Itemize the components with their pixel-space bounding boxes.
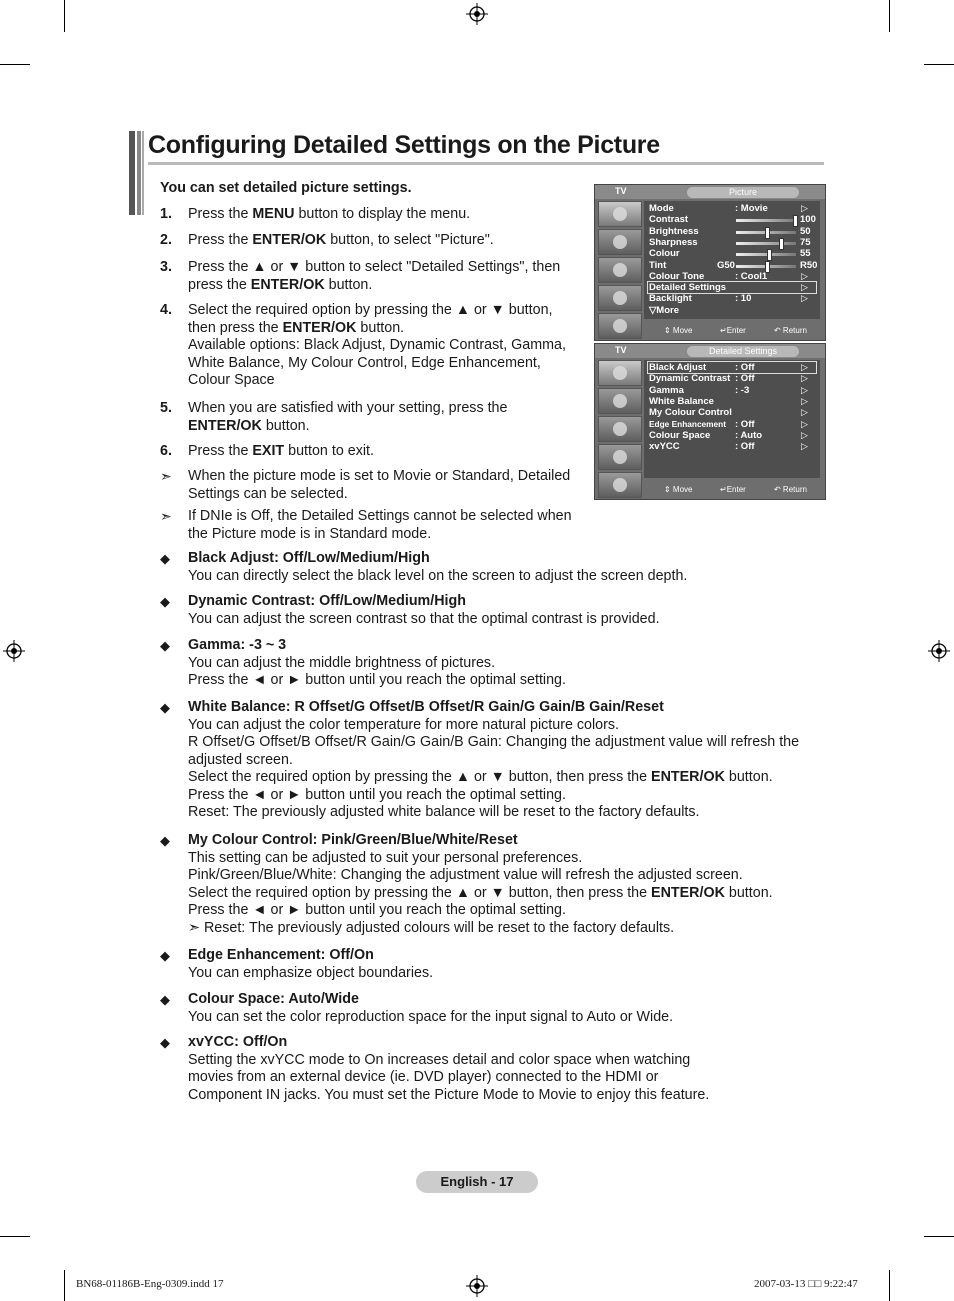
osd-menu-glyph-icon — [613, 235, 627, 249]
osd-menu-glyph-icon — [613, 422, 627, 436]
osd-arrow-icon: ▷ — [801, 384, 808, 395]
section-heading: Black Adjust: Off/Low/Medium/High — [188, 550, 430, 566]
registration-mark-icon — [466, 1275, 488, 1297]
step-text-part: button. — [356, 319, 405, 336]
osd-move-hint: ⇕ Move — [664, 485, 693, 494]
step-number: 2. — [160, 232, 172, 248]
section-line — [188, 885, 828, 903]
section-heading: xvYCC: Off/On — [188, 1034, 288, 1050]
osd-menu-icon — [598, 360, 642, 386]
section-line — [188, 734, 828, 769]
section-text: Pink/Green/Blue/White: Changing the adjustment value will refresh the adjusted screen. — [188, 867, 743, 883]
crop-mark — [889, 1270, 890, 1301]
intro-text: You can set detailed picture settings. — [160, 180, 412, 196]
osd-slider-knob — [765, 227, 770, 239]
osd-return-hint: ↶ Return — [774, 485, 807, 494]
footer-file-info: BN68-01186B-Eng-0309.indd 17 — [76, 1278, 224, 1290]
osd-row-label: Edge Enhancement — [649, 418, 726, 429]
step-text-part: Press the — [188, 232, 253, 248]
osd-arrow-icon: ▷ — [801, 293, 808, 304]
osd-row-value: : 10 — [735, 293, 752, 305]
osd-menu-glyph-icon — [613, 366, 627, 380]
title-rule — [148, 162, 824, 165]
section-block — [188, 947, 828, 982]
step-text — [188, 400, 578, 435]
section-heading: Dynamic Contrast: Off/Low/Medium/High — [188, 593, 467, 609]
step-text-part: button. — [324, 276, 373, 293]
section-line — [188, 672, 828, 690]
section-line — [188, 769, 828, 787]
section-text: Setting the xvYCC mode to On increases detail and color space when watching movies from an external device (ie. DVD player) connected to the HDMI or Component IN jacks. You must set the Picture Mode to Movie to enjoy this feature. — [188, 1051, 710, 1103]
osd-row-label: Colour Tone — [649, 270, 705, 282]
osd-menu-glyph-icon — [613, 263, 627, 277]
osd-row-value: G50 — [717, 259, 735, 271]
bullet-diamond-icon: ◆ — [160, 638, 170, 653]
step-text — [188, 232, 578, 250]
step-number: 5. — [160, 400, 172, 416]
section-block — [188, 637, 828, 690]
osd-arrow-icon: ▷ — [801, 203, 808, 213]
bullet-diamond-icon: ◆ — [160, 1035, 170, 1050]
section-line — [188, 850, 828, 868]
osd-row-label: Backlight — [649, 293, 692, 305]
osd-footer — [644, 484, 820, 496]
osd-row-number: R50 — [800, 259, 818, 271]
section-heading: Edge Enhancement: Off/On — [188, 947, 374, 963]
bullet-diamond-icon: ◆ — [160, 833, 170, 848]
note-text: If DNIe is Off, the Detailed Settings cannot be selected when the Picture mode is in Standard mode. — [188, 508, 572, 542]
osd-row-label: ▽More — [649, 304, 680, 316]
osd-row-value: : Off — [735, 362, 755, 373]
osd-arrow-icon: ▷ — [801, 418, 808, 429]
osd-row-label: Colour — [649, 248, 680, 260]
section-block — [188, 832, 828, 937]
section-line — [188, 717, 828, 735]
section-block — [188, 991, 828, 1026]
osd-detailed-settings-menu — [594, 343, 826, 500]
osd-slider-track — [736, 253, 796, 256]
bullet-diamond-icon: ◆ — [160, 594, 170, 609]
crop-mark — [0, 64, 30, 65]
section-heading: My Colour Control: Pink/Green/Blue/White/Reset — [188, 832, 518, 848]
osd-arrow-icon: ▷ — [801, 429, 808, 440]
osd-row-number: 50 — [800, 225, 811, 237]
osd-tab-title: Detailed Settings — [687, 346, 799, 357]
button-name: ENTER/OK — [651, 884, 725, 901]
section-block — [188, 550, 828, 585]
osd-source-label: TV — [615, 186, 627, 196]
osd-row-label: Detailed Settings — [649, 282, 727, 294]
osd-row-value: : Off — [735, 418, 755, 430]
osd-row-label: Contrast — [649, 214, 689, 226]
crop-mark — [924, 1236, 954, 1237]
button-name: ENTER/OK — [252, 232, 327, 248]
osd-return-hint: ↶ Return — [774, 326, 807, 335]
section-line — [188, 867, 828, 885]
osd-arrow-icon: ▷ — [801, 407, 808, 418]
section-text: You can emphasize object boundaries. — [188, 964, 434, 981]
crop-mark — [64, 0, 65, 32]
section-line — [188, 655, 828, 673]
osd-tab-title: Picture — [687, 187, 799, 198]
osd-row-label: Mode — [649, 203, 674, 214]
page-title: Configuring Detailed Settings on the Picture — [148, 131, 660, 159]
section-heading: White Balance: R Offset/G Offset/B Offset/R Gain/G Gain/B Gain/Reset — [188, 699, 664, 715]
osd-menu-glyph-icon — [613, 450, 627, 464]
section-text: button. — [724, 769, 773, 785]
bullet-diamond-icon: ◆ — [160, 700, 170, 715]
bullet-diamond-icon: ◆ — [160, 948, 170, 963]
section-block — [188, 1034, 718, 1104]
section-line — [188, 965, 828, 983]
osd-sidebar — [598, 360, 642, 500]
osd-menu-glyph-icon — [613, 291, 627, 305]
osd-slider-track — [736, 242, 796, 245]
button-name: ENTER/OK — [651, 769, 725, 785]
osd-row-value: : Off — [735, 373, 755, 385]
osd-row-label: Colour Space — [649, 429, 711, 441]
step-text — [188, 259, 578, 294]
osd-arrow-icon: ▷ — [801, 395, 808, 406]
crop-mark — [64, 1270, 65, 1301]
osd-row-number: 100 — [800, 214, 816, 226]
step-text-part: Press the ▲ or ▼ button to select "Detailed Settings", then press the — [188, 259, 561, 293]
step-number: 6. — [160, 443, 172, 459]
section-block — [188, 699, 828, 822]
osd-source-label: TV — [615, 345, 627, 355]
osd-arrow-icon: ▷ — [801, 270, 808, 281]
step-text-part: button, to select "Picture". — [326, 232, 494, 248]
osd-row-value: : Movie — [735, 203, 768, 214]
step-text-part: Press the — [188, 206, 253, 222]
section-line — [188, 568, 828, 586]
step-text — [188, 206, 578, 224]
section-text: You can directly select the black level on the screen to adjust the screen depth. — [188, 567, 688, 584]
osd-menu-icon — [598, 201, 642, 227]
osd-enter-hint: ↵Enter — [720, 326, 746, 335]
osd-slider-knob — [779, 238, 784, 250]
registration-mark-icon — [928, 640, 950, 662]
crop-mark — [889, 0, 890, 32]
osd-menu-icon — [598, 257, 642, 283]
section-line — [188, 787, 828, 805]
osd-menu-icon — [598, 472, 642, 498]
osd-row-value: : Auto — [735, 429, 763, 441]
section-text: You can set the color reproduction space for the input signal to Auto or Wide. — [188, 1008, 674, 1025]
section-line — [188, 611, 828, 629]
title-accent-bar — [129, 131, 145, 215]
section-text: This setting can be adjusted to suit your personal preferences. — [188, 849, 583, 866]
osd-menu-glyph-icon — [613, 319, 627, 333]
osd-menu-icon — [598, 229, 642, 255]
osd-slider-knob — [793, 215, 798, 227]
section-text: ➣ Reset: The previously adjusted colours will be reset to the factory defaults. — [188, 919, 675, 936]
osd-move-hint: ⇕ Move — [664, 326, 693, 335]
section-line — [188, 1052, 718, 1105]
step-text-part: button to display the menu. — [294, 206, 471, 222]
registration-mark-icon — [466, 3, 488, 25]
step-text-part: button to exit. — [284, 443, 374, 459]
osd-arrow-icon: ▷ — [801, 373, 808, 384]
osd-slider-track — [736, 219, 796, 222]
button-name: ENTER/OK — [188, 417, 262, 434]
step-text-part: Press the — [188, 443, 253, 459]
osd-arrow-icon: ▷ — [801, 362, 808, 372]
osd-footer — [644, 325, 820, 337]
note-text: When the picture mode is set to Movie or Standard, Detailed Settings can be selected. — [188, 468, 571, 502]
crop-mark — [0, 1236, 30, 1237]
section-text: You can adjust the screen contrast so that the optimal contrast is provided. — [188, 610, 660, 627]
step-number: 1. — [160, 206, 172, 222]
section-line — [188, 1009, 828, 1027]
registration-mark-icon — [3, 640, 25, 662]
section-text: R Offset/G Offset/B Offset/R Gain/G Gain/B Gain: Changing the adjustment value will refresh the adjusted screen. — [188, 734, 800, 768]
osd-menu-icon — [598, 444, 642, 470]
osd-menu-icon — [598, 313, 642, 339]
section-text: button. — [724, 884, 773, 901]
note-arrow-icon: ➣ — [160, 468, 172, 484]
section-line — [188, 804, 828, 822]
osd-arrow-icon: ▷ — [801, 282, 808, 293]
osd-menu-icon — [598, 388, 642, 414]
osd-row-label: My Colour Control — [649, 407, 732, 419]
footer-timestamp: 2007-03-13 □□ 9:22:47 — [754, 1278, 858, 1290]
section-heading: Colour Space: Auto/Wide — [188, 991, 359, 1007]
section-text: You can adjust the color temperature for more natural picture colors. — [188, 716, 619, 733]
step-number: 3. — [160, 259, 172, 275]
osd-row-label: Brightness — [649, 225, 699, 237]
section-text: Press the ◄ or ► button until you reach the optimal setting. — [188, 902, 566, 918]
osd-row-number: 55 — [800, 248, 811, 260]
osd-row-label: xvYCC — [649, 441, 680, 453]
osd-arrow-icon: ▷ — [801, 441, 808, 452]
osd-slider-knob — [767, 249, 772, 261]
step-text — [188, 443, 578, 461]
osd-row-value: : Off — [735, 441, 755, 453]
bullet-diamond-icon: ◆ — [160, 992, 170, 1007]
section-heading: Gamma: -3 ~ 3 — [188, 637, 287, 653]
crop-mark — [924, 64, 954, 65]
osd-row-value: : Cool1 — [735, 270, 768, 282]
button-name: ENTER/OK — [282, 319, 357, 336]
button-name: MENU — [252, 206, 295, 222]
osd-sidebar — [598, 201, 642, 341]
osd-row-label: Dynamic Contrast — [649, 373, 731, 385]
step-text — [188, 302, 578, 390]
section-text: Select the required option by pressing the ▲ or ▼ button, then press the — [188, 769, 652, 785]
note-arrow-icon: ➣ — [160, 508, 172, 524]
button-name: EXIT — [252, 443, 285, 459]
section-text: Press the ◄ or ► button until you reach the optimal setting. — [188, 786, 566, 803]
step-text-part: Select the required option by pressing the ▲ or ▼ button, then press the — [188, 302, 553, 336]
osd-row-label: White Balance — [649, 395, 714, 407]
osd-menu-glyph-icon — [613, 207, 627, 221]
osd-menu-icon — [598, 285, 642, 311]
section-text: Press the ◄ or ► button until you reach the optimal setting. — [188, 672, 566, 688]
osd-picture-menu — [594, 184, 826, 341]
osd-row-label: Black Adjust — [649, 362, 707, 373]
section-text: You can adjust the middle brightness of pictures. — [188, 654, 496, 671]
bullet-diamond-icon: ◆ — [160, 551, 170, 566]
step-text-part: button. — [261, 417, 310, 434]
section-line — [188, 902, 828, 920]
section-block — [188, 593, 828, 628]
section-text: Select the required option by pressing the ▲ or ▼ button, then press the — [188, 884, 652, 901]
section-line — [188, 920, 828, 938]
osd-row-label: Gamma — [649, 384, 684, 396]
osd-row-value: : -3 — [735, 384, 750, 396]
osd-enter-hint: ↵Enter — [720, 485, 746, 494]
step-text-part: When you are satisfied with your setting, press the — [188, 400, 508, 416]
button-name: ENTER/OK — [250, 276, 325, 293]
osd-row-label: Tint — [649, 259, 667, 271]
osd-row-number: 75 — [800, 236, 811, 248]
page-number: English - 17 — [416, 1171, 538, 1193]
osd-row-label: Sharpness — [649, 236, 698, 248]
section-text: Reset: The previously adjusted white balance will be reset to the factory defaults. — [188, 804, 700, 820]
osd-menu-glyph-icon — [613, 394, 627, 408]
osd-menu-icon — [598, 416, 642, 442]
step-extra-text: Available options: Black Adjust, Dynamic Contrast, Gamma, White Balance, My Colour Control, Edge Enhancement, Colour Space — [188, 337, 566, 388]
osd-menu-glyph-icon — [613, 478, 627, 492]
step-number: 4. — [160, 302, 172, 318]
